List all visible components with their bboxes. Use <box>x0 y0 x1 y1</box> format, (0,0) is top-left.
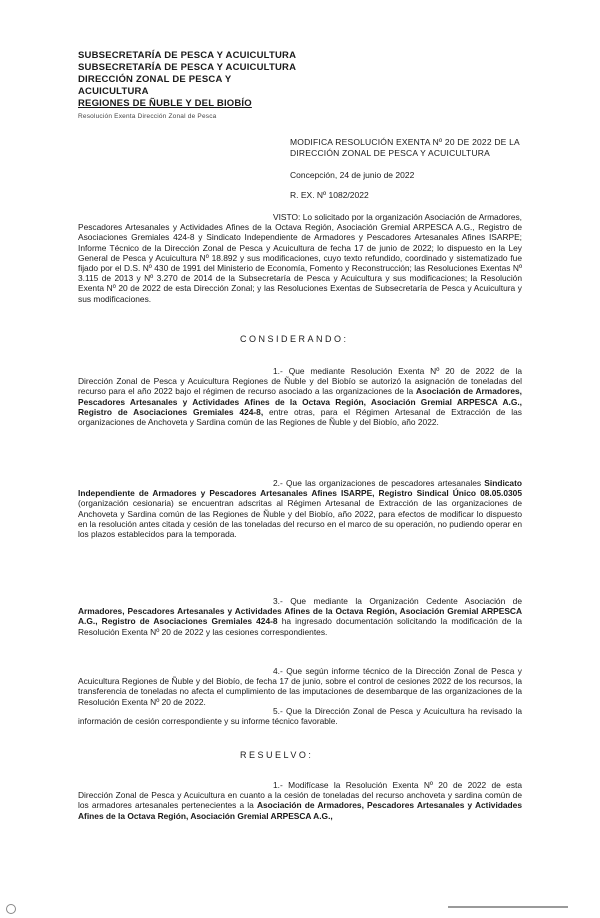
considerando-2 <box>78 478 522 539</box>
visto-text: VISTO: Lo solicitado por la organización Asociación de Armadores, Pescadores Artesanales y Actividades Afines de la Octava Región, Asociación Gremial ARPESCA A.G., Registro de Asociaciones Gremiales 424-8 y Sindicato Independiente de Armadores y Pescadores Artesanales Afines ISARPE; Informe Técnico de la Dirección Zonal de Pesca y Acuicultura de fecha 17 de junio de 2022; lo dispuesto en la Ley General de Pesca y Acuicultura Nº 18.892 y sus modificaciones, cuyo texto refundido, coordinado y sistematizado fue fijado por el D.S. Nº 430 de 1991 del Ministerio de Economía, Fomento y Reconstrucción; las Resoluciones Exentas Nº 3.115 de 2013 y Nº 3.270 de 2014 de la Subsecretaría de Pesca y Acuicultura y sus modificaciones; la Resolución Exenta Nº 20 de 2022 de esta Dirección Zonal; y las Resoluciones Exentas de Subsecretaría de Pesca y Acuicultura y sus modificaciones. <box>78 212 522 304</box>
c5-text: 5.- Que la Dirección Zonal de Pesca y Acuicultura ha revisado la información de cesión correspondiente y su informe técnico favorable. <box>78 706 522 727</box>
c1-bold: Asociación de Armadores, Pescadores Artesanales y Actividades Afines de la Octava Región, Asociación Gremial ARPESCA A.G., Registro de Asociaciones Gremiales 424-8, <box>78 386 523 417</box>
c3-lead: 3.- Que mediante la Organización Cedente Asociación de <box>273 596 522 606</box>
header-line-2: SUBSECRETARÍA DE PESCA Y ACUICULTURA <box>78 62 297 73</box>
considerando-heading: CONSIDERANDO: <box>240 334 349 344</box>
header-line-4: REGIONES DE ÑUBLE Y DEL BIOBÍO <box>78 98 252 109</box>
c2-lead: 2.- Que las organizaciones de pescadores artesanales <box>273 478 482 488</box>
resolution-number: R. EX. Nº 1082/2022 <box>290 190 369 200</box>
c3-tail: ha ingresado documentación solicitando la modificación de la Resolución Exenta Nº 20 de 2022 y las cesiones correspondientes. <box>78 616 523 637</box>
considerando-3 <box>78 596 522 637</box>
c4-text: 4.- Que según informe técnico de la Dirección Zonal de Pesca y Acuicultura Regiones de Ñuble y del Biobío, de fecha 17 de junio, sobre el control de cesiones 2022 de los recursos, la transferencia de toneladas no afecta el cumplimiento de las imputaciones de desembarque de las organizaciones de la Resolución Exenta Nº 20 de 2022. <box>78 666 522 707</box>
r1-bold: Asociación de Armadores, Pescadores Artesanales y Actividades Afines de la Octava Región, Asociación Gremial ARPESCA A.G., <box>78 800 522 821</box>
header-reference: Resolución Exenta Dirección Zonal de Pesca <box>78 113 217 120</box>
c2-tail: (organización cesionaria) se encuentran adscritas al Régimen Artesanal de Extracción de las organizaciones de Anchoveta y Sardina común de las Regiones de Ñuble y del Biobío, año 2022, para efectos de modificar lo dispuesto en la resolución antes citada y cesión de las toneladas del recurso en el marco de su operación, no pudiendo operar en los plazos establecidos para la temporada. <box>78 498 522 540</box>
resuelvo-heading: RESUELVO: <box>240 750 314 760</box>
resuelvo-1 <box>78 780 522 821</box>
c1-tail: entre otras, para el Régimen Artesanal de Extracción de las organizaciones de Anchoveta y Sardina común de las Regiones de Ñuble y del Biobío, año 2022. <box>78 406 522 428</box>
header-line-3: DIRECCIÓN ZONAL DE PESCA Y ACUICULTURA <box>78 74 232 97</box>
considerando-1 <box>78 366 522 427</box>
footer-rule <box>448 906 568 908</box>
header-line-1: SUBSECRETARÍA DE PESCA Y ACUICULTURA <box>78 50 297 61</box>
r1-lead: 1.- Modifícase la Resolución Exenta Nº 20 de 2022 de esta Dirección Zonal de Pesca y Acuicultura en cuanto a la cesión de toneladas del recurso anchoveta y sardina común de los armadores artesanales pertenecientes a la <box>78 780 522 811</box>
visto-paragraph <box>78 212 522 304</box>
place-date: Concepción, 24 de junio de 2022 <box>290 170 415 180</box>
document-subject: MODIFICA RESOLUCIÓN EXENTA Nº 20 DE 2022 DE LA DIRECCIÓN ZONAL DE PESCA Y ACUICULTURA <box>290 137 520 158</box>
c2-bold: Sindicato Independiente de Armadores y Pescadores Artesanales Afines ISARPE, Registro Sindical Único 08.05.0305 <box>78 478 522 499</box>
considerando-4 <box>78 666 522 707</box>
issuer-header <box>78 50 298 121</box>
considerando-5 <box>78 706 522 726</box>
c1-lead: 1.- Que mediante Resolución Exenta Nº 20 de 2022 de la Dirección Zonal de Pesca y Acuicultura Regiones de Ñuble y del Biobío se autorizó la asignación de toneladas del recurso para el año 2022 bajo el régimen de recurso asociado a las organizaciones de la <box>78 366 522 397</box>
scan-mark <box>6 904 16 914</box>
c3-bold: Armadores, Pescadores Artesanales y Actividades Afines de la Octava Región, Asociación Gremial ARPESCA A.G., Registro de Asociaciones Gremiales 424-8 <box>78 606 522 627</box>
